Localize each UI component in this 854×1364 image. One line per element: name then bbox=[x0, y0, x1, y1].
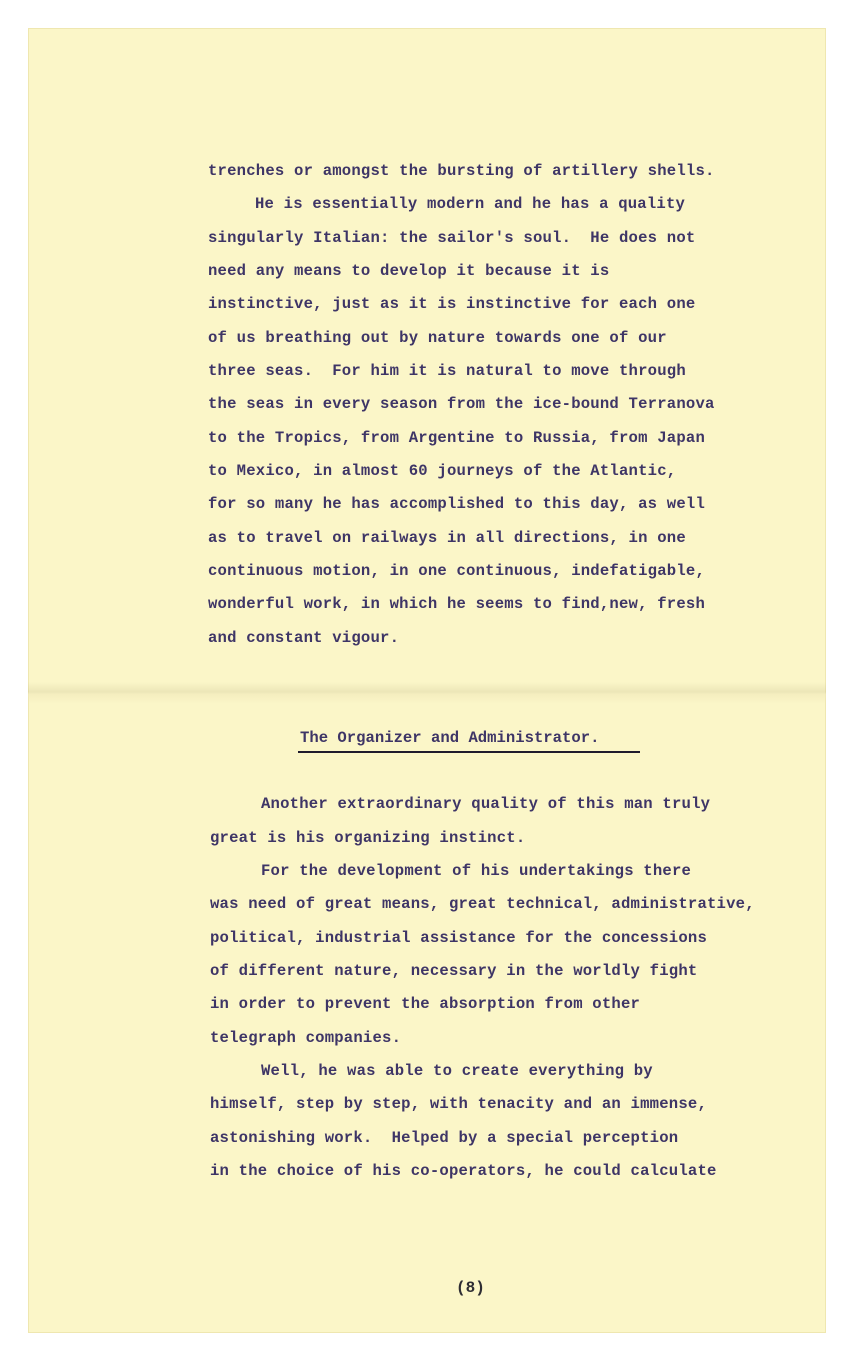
text-line-17: great is his organizing instinct. bbox=[210, 829, 526, 847]
text-line-9: to the Tropics, from Argentine to Russia, from Japan bbox=[208, 429, 706, 447]
text-line-13: continuous motion, in one continuous, indefatigable, bbox=[208, 562, 706, 580]
text-line-26: astonishing work. Helped by a special perception bbox=[210, 1129, 679, 1147]
text-line-2: He is essentially modern and he has a quality bbox=[255, 195, 686, 213]
section-heading: The Organizer and Administrator. bbox=[300, 729, 600, 747]
text-line-18: For the development of his undertakings there bbox=[261, 862, 692, 880]
text-line-7: three seas. For him it is natural to move through bbox=[208, 362, 686, 380]
text-line-14: wonderful work, in which he seems to find,new, fresh bbox=[208, 595, 706, 613]
text-line-12: as to travel on railways in all directions, in one bbox=[208, 529, 686, 547]
text-line-21: of different nature, necessary in the worldly fight bbox=[210, 962, 698, 980]
text-line-11: for so many he has accomplished to this day, as well bbox=[208, 495, 706, 513]
heading-underline bbox=[298, 751, 640, 753]
text-line-19: was need of great means, great technical, administrative, bbox=[210, 895, 755, 913]
text-line-20: political, industrial assistance for the concessions bbox=[210, 929, 708, 947]
text-line-25: himself, step by step, with tenacity and an immense, bbox=[210, 1095, 708, 1113]
text-line-1: trenches or amongst the bursting of artillery shells. bbox=[208, 162, 715, 180]
text-line-22: in order to prevent the absorption from other bbox=[210, 995, 641, 1013]
text-line-3: singularly Italian: the sailor's soul. He does not bbox=[208, 229, 696, 247]
text-line-8: the seas in every season from the ice-bound Terranova bbox=[208, 395, 715, 413]
page-number: (8) bbox=[456, 1279, 485, 1297]
text-line-5: instinctive, just as it is instinctive for each one bbox=[208, 295, 696, 313]
text-line-10: to Mexico, in almost 60 journeys of the Atlantic, bbox=[208, 462, 677, 480]
document-page bbox=[28, 28, 826, 1333]
text-line-4: need any means to develop it because it is bbox=[208, 262, 610, 280]
text-line-23: telegraph companies. bbox=[210, 1029, 402, 1047]
text-line-27: in the choice of his co-operators, he could calculate bbox=[210, 1162, 717, 1180]
text-line-16: Another extraordinary quality of this man truly bbox=[261, 795, 711, 813]
paper-fold bbox=[28, 682, 826, 704]
text-line-24: Well, he was able to create everything by bbox=[261, 1062, 653, 1080]
text-line-15: and constant vigour. bbox=[208, 629, 400, 647]
text-line-6: of us breathing out by nature towards one of our bbox=[208, 329, 667, 347]
